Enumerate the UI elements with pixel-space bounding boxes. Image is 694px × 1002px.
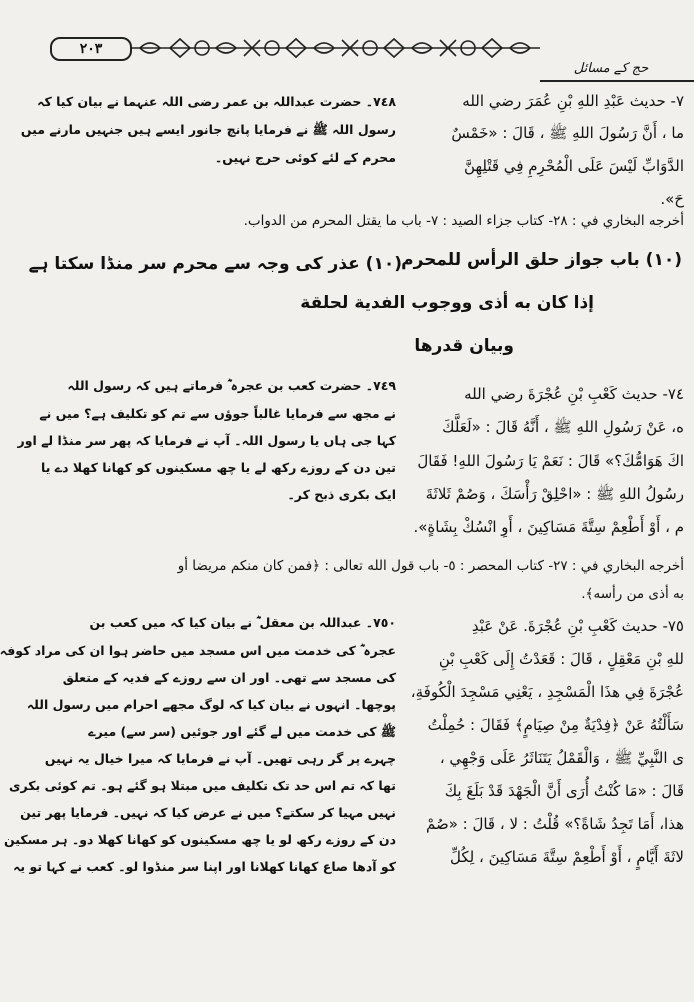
arabic-line: ى النَّبِيِّ ﷺ ، وَالْقَمْلُ يَتَنَاثَرُ عَلَى وَجْهِي ، [439,749,684,767]
source-reference: به أذى من رأسه﴾. [581,586,684,602]
urdu-line: کو آدھا صاع کھانا کھلانا اور اپنا سر منڈوا لو۔ کعب نے کہا تو یہ [13,859,396,874]
urdu-line: رسول اللہ ﷺ نے فرمایا پانچ جانور ایسے ہیں جنہیں مارنے میں [20,122,396,137]
urdu-line: پوچھا۔ انہوں نے بیان کیا کہ لوگ مجھے احرام میں رسول اللہ [26,697,396,712]
arabic-line: ما ، أَنَّ رَسُولَ اللهِ ﷺ ، قَالَ : «خَمْسٌ [451,124,684,142]
urdu-line: عجرہ ؓ کی خدمت میں اس مسجد میں حاضر ہوا ان کی مراد کوفہ [0,643,396,658]
source-reference: أخرجه البخاري في : ٢٨- كتاب جزاء الصيد : ٧- باب ما يقتل المحرم من الدواب. [243,213,684,229]
arabic-line: هذا، أَمَا تَجِدُ شَاةً؟» قُلْتُ : لا ، قَالَ : «صُمْ [425,815,684,833]
arabic-line: حَ». [660,190,684,208]
running-head: حج کے مسائل [573,61,649,76]
chapter-title-arabic: وبيان قدرها [414,336,514,356]
arabic-line: م ، أَوْ أَطْعِمْ سِتَّةَ مَسَاكِينَ ، أَوِ انْسُكْ بِشَاةٍ». [413,518,684,536]
urdu-line: تین دن کے روزے رکھ لے یا چھ مسکینوں کو کھانا کھلا دے یا [41,460,396,475]
urdu-line: ﷺ کی خدمت میں لے گئے اور جوئیں (سر سے) میرے [88,724,396,739]
arabic-line: رسُولُ اللهِ ﷺ : «احْلِقْ رَأْسَكَ ، وَصُمْ ثَلاثَةَ [425,485,684,503]
chapter-title-arabic: (١٠) باب جواز حلق الرأس للمحرم [401,250,682,270]
arabic-line: للهِ بْنِ مَعْقِلٍ ، قَالَ : قَعَدْتُ إِلَى كَعْبِ بْنِ [438,650,684,668]
arabic-line: ٧٤- حديث كَعْبِ بْنِ عُجْرَةَ رضي الله [464,385,684,403]
arabic-line: ٧٥- حديث كَعْبِ بْنِ عُجْرَةَ. عَنْ عَبْدِ [471,617,684,635]
header-rule [540,80,694,82]
chapter-title-urdu: (۱۰) عذر کی وجہ سے محرم سر منڈا سکتا ہے [28,254,402,274]
page-number: ۲۰۳ [50,37,132,61]
urdu-line: ایک بکری ذبح کر۔ [287,487,396,502]
source-reference: أخرجه البخاري في : ٢٧- كتاب المحصر : ٥- باب قول الله تعالى : ﴿فمن كان منكم مريضا أو [177,558,684,574]
urdu-line: کہا جی ہاں یا رسول اللہ۔ آپ نے فرمایا کہ پھر سر منڈا لے اور [17,433,396,448]
urdu-line: کی مسجد سے تھی۔ اور ان سے روزے کے فدیہ کے متعلق [62,670,396,685]
arabic-line: ه، عَنْ رَسُولِ اللهِ ﷺ ، أَنَّهُ قَالَ : «لَعَلَّكَ [442,418,684,436]
arabic-line: عُجْرَةَ فِي هذَا الْمَسْجِدِ ، يَعْنِي مَسْجِدَ الْكُوفَةِ، [410,683,684,701]
arabic-line: الدَّوَابِّ لَيْسَ عَلَى الْمُحْرِمِ فِي قَتْلِهِنَّ [464,157,684,175]
arabic-line: اكَ هَوَامُّكَ؟» قَالَ : نَعَمْ يَا رَسُولَ اللهِ! فَقَالَ [417,452,684,470]
chapter-title-arabic: إذا كان به أذى ووجوب الفدية لحلقة [300,293,594,313]
urdu-line: نہیں مہیا کر سکتے؟ میں نے عرض کیا کہ نہیں۔ فرمایا پھر تین [20,805,396,820]
arabic-line: ٧- حديث عَبْدِ اللهِ بْنِ عُمَرَ رضي الله [462,92,684,110]
arabic-line: سَأَلْتُهُ عَنْ ﴿فِدْيَةٌ مِنْ صِيَامٍ﴾ فَقَالَ : حُمِلْتُ [427,716,684,734]
decorative-border-ornament [130,36,540,60]
urdu-line: ٧٥٠۔ عبداللہ بن معقل ؓ نے بیان کیا کہ میں کعب بن [89,615,396,630]
urdu-line: ٧٤٩۔ حضرت کعب بن عجرہ ؓ فرماتے ہیں کہ رسول اللہ [67,378,396,393]
urdu-line: چہرے پر گر رہی تھیں۔ آپ نے فرمایا کہ میرا خیال یہ نہیں [44,751,396,766]
urdu-line: محرم کے لئے کوئی حرج نہیں۔ [214,150,396,165]
urdu-line: نے مجھ سے فرمایا غالباً جوؤں سے تم کو تکلیف ہے؟ میں نے [39,406,396,421]
urdu-line: ٧٤٨۔ حضرت عبداللہ بن عمر رضی اللہ عنہما نے بیان کیا کہ [37,94,396,109]
urdu-line: تھا کہ تم اس حد تک تکلیف میں مبتلا ہو گئے ہو۔ تم کوئی بکری [9,778,396,793]
arabic-line: لاثَةَ أَيَّامٍ ، أَوْ أَطْعِمْ سِتَّةَ مَسَاكِينَ ، لِكُلِّ [450,848,684,866]
arabic-line: قَالَ : «مَا كُنْتُ أُرَى أَنَّ الْجَهْدَ قَدْ بَلَغَ بِكَ [444,782,684,800]
urdu-line: دن کے روزے رکھ لو یا چھ مسکینوں کو کھانا کھلا دو۔ ہر مسکین [4,832,396,847]
